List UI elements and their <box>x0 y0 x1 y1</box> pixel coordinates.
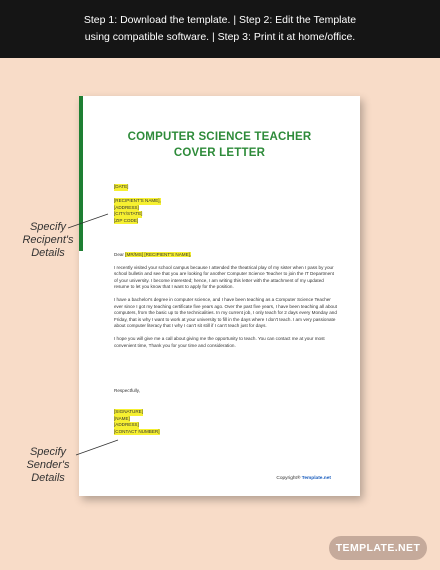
callout-line: Recipent's <box>22 234 74 246</box>
salutation-prefix: Dear <box>114 252 126 257</box>
recipient-address-field: [ADDRESS] <box>114 204 139 210</box>
sender-callout-label <box>8 446 88 485</box>
callout-line: Sender's <box>26 459 70 471</box>
closing: Respectfully, <box>114 388 140 393</box>
date-field: [DATE] <box>114 184 129 189</box>
sender-address-field: [ADDRESS] <box>114 422 139 428</box>
body-paragraph-2: I have a bachelor's degree in computer science, and I have been teaching as a Computer Science Teacher ever since I got my teaching certificate five years ago. Over the past five years, I have been teaching all about computers, from the basic up to the technicalities. In my current job, I only teach for 2 days every Monday and Friday, that is why I want to work at your university to fill in the days where I don't teach. I am very passionate about computer literacy that I why I can't sit still if I can't teach just for days. <box>114 296 337 329</box>
copyright-prefix: Copyright® <box>276 476 302 481</box>
copyright-brand-link[interactable]: Template.net <box>301 476 331 481</box>
sender-signature-field: [SIGNATURE] <box>114 409 144 414</box>
instructions-line-1: Step 1: Download the template. | Step 2: Edit the Template <box>83 14 357 26</box>
salutation-name-field: [MR/MS] [RECIPIENT'S NAME], <box>125 252 192 257</box>
template-net-badge[interactable]: TEMPLATE.NET <box>329 536 427 560</box>
callout-line: Details <box>31 247 65 259</box>
callout-line: Specify <box>29 446 67 458</box>
recipient-pointer-line <box>68 214 108 228</box>
title-line-2: COVER LETTER <box>173 147 266 159</box>
instructions-line-2: using compatible software. | Step 3: Print it at home/office. <box>84 31 356 43</box>
sender-name-field: [NAME] <box>114 415 130 421</box>
sender-contact-field: [CONTACT NUMBER] <box>114 428 160 434</box>
title-line-1: COMPUTER SCIENCE TEACHER <box>127 131 312 143</box>
body-paragraph-1: I recently visited your school campus because I attended the theatrical play of my sister when I pass by your school bulletin and see that you are looking for another Computer Science Teacher to join the IT Department of your university. I become interested; hence, I am writing this letter with the attachment of my updated resume to let you know that I want to apply for the position. <box>114 264 334 290</box>
callout-line: Details <box>31 472 65 484</box>
recipient-name-field: [RECIPIENT'S NAME], <box>114 198 161 203</box>
recipient-city-field: [CITY/STATE] <box>114 211 143 217</box>
body-paragraph-3: I hope you will give me a call about giving me the opportunity to teach. You can contact me at your most convenient time, Thank you for your time and consideration. <box>114 335 325 348</box>
callout-line: Specify <box>29 221 67 233</box>
recipient-zip-field: [ZIP CODE] <box>114 217 139 223</box>
